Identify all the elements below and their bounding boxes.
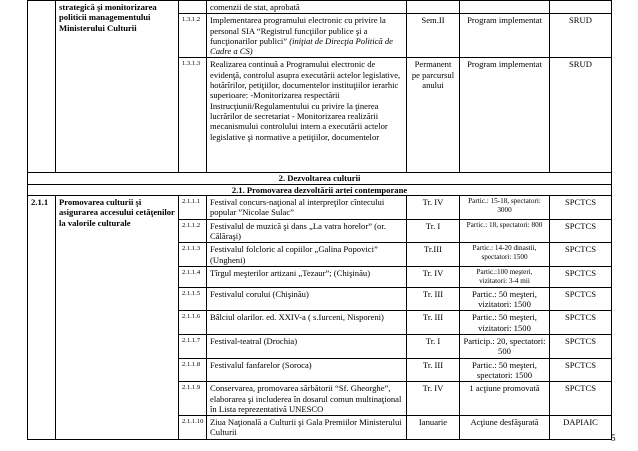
indicator-cell: Particip.: 20, spectatori: 500	[460, 335, 550, 359]
indicator-cell: Partic.: 50 meşteri, vizitatori: 1500	[460, 287, 550, 311]
indicator-cell: Partic.: 18, spectatori: 800	[460, 219, 550, 243]
row-num-cell: 1.3.1.3	[179, 58, 207, 173]
table-row	[28, 196, 612, 220]
resp-cell: SRUD	[550, 14, 612, 58]
term-cell: Permanent pe parcursul anului	[407, 58, 460, 173]
row-num-cell: 2.1.1.9	[179, 382, 207, 416]
indicator-cell: 1 acţiune promovată	[460, 382, 550, 416]
term-cell: Sem.II	[407, 14, 460, 58]
term-cell: Tr. I	[407, 219, 460, 243]
indicator-cell: Partic.: 15-18, spectatori: 3000	[460, 196, 550, 220]
action-cell: Ziua Naţională a Culturii şi Gala Premiilor Ministerului Culturii	[207, 416, 407, 440]
term-cell	[407, 1, 460, 14]
row-num-cell: 2.1.1.2	[179, 219, 207, 243]
resp-cell: SPCTCS	[550, 219, 612, 243]
objective-num-cell	[28, 1, 56, 173]
resp-cell: SPCTCS	[550, 266, 612, 287]
resp-cell: SPCTCS	[550, 382, 612, 416]
term-cell: Tr.III	[407, 243, 460, 267]
action-cell: Conservarea, promovarea sărbătorii “Sf. Gheorghe”, elaborarea şi includerea în dosarul comun multinaţional în Lista reprezentativă UNESCO	[207, 382, 407, 416]
action-cell	[207, 14, 407, 58]
row-num-cell: 2.1.1.7	[179, 335, 207, 359]
row-num-cell: 2.1.1.5	[179, 287, 207, 311]
resp-cell	[550, 1, 612, 14]
subsection-title: 2.1. Promovarea dezvoltării artei contemporane	[28, 184, 612, 195]
indicator-cell: Partic.: 50 meşteri, vizitatori: 1500	[460, 311, 550, 335]
action-cell: Festivalul de muzică şi dans „La vatra horelor” (or. Călăraşi)	[207, 219, 407, 243]
resp-cell: SPCTCS	[550, 243, 612, 267]
row-num-cell: 2.1.1.8	[179, 358, 207, 382]
resp-cell: DAPIAIC	[550, 416, 612, 440]
term-cell: Tr. III	[407, 287, 460, 311]
objective-text-cell: Promovarea culturii şi asigurarea accesului cetăţenilor la valorile culturale	[56, 196, 179, 440]
term-cell: Tr. III	[407, 311, 460, 335]
objective-num-cell: 2.1.1	[28, 196, 56, 440]
resp-cell: SPCTCS	[550, 335, 612, 359]
section-title: 2. Dezvoltarea culturii	[28, 173, 612, 184]
resp-cell: SPCTCS	[550, 358, 612, 382]
action-cell: Festivalul corului (Chişinău)	[207, 287, 407, 311]
indicator-cell: Program implementat	[460, 14, 550, 58]
row-num-cell: 2.1.1.6	[179, 311, 207, 335]
plan-table	[27, 0, 612, 440]
resp-cell: SRUD	[550, 58, 612, 173]
term-cell: Tr. IV	[407, 266, 460, 287]
indicator-cell	[460, 1, 550, 14]
resp-cell: SPCTCS	[550, 311, 612, 335]
row-num-cell: 2.1.1.10	[179, 416, 207, 440]
table-row	[28, 1, 612, 14]
action-cell: Tîrgul meşterilor artizani „Tezaur”; (Chişinău)	[207, 266, 407, 287]
term-cell: Ianuarie	[407, 416, 460, 440]
indicator-cell: Partic.:100 meşteri, vizitatori: 3-4 mii	[460, 266, 550, 287]
section-row	[28, 173, 612, 184]
row-num-cell: 2.1.1.3	[179, 243, 207, 267]
term-cell: Tr. IV	[407, 196, 460, 220]
row-num-cell: 2.1.1.4	[179, 266, 207, 287]
resp-cell: SPCTCS	[550, 196, 612, 220]
resp-cell: SPCTCS	[550, 287, 612, 311]
indicator-cell: Partic.: 50 meşteri, spectatori: 1500	[460, 358, 550, 382]
action-cell: Festival concurs-naţional al interpreţilor cîntecului popular ”Nicolae Sulac”	[207, 196, 407, 220]
indicator-cell: Partic.: 14-20 dinastii, spectatori: 1500	[460, 243, 550, 267]
action-cell: Festivalul folcloric al copiilor „Galina Popovici” (Ungheni)	[207, 243, 407, 267]
subsection-row	[28, 184, 612, 195]
row-num-cell: 1.3.1.2	[179, 14, 207, 58]
action-note: (iniţiat de Direcţia Politică de Cadre a CS)	[210, 35, 393, 57]
action-cell: Realizarea continuă a Programului electronic de evidenţă, controlul asupra executării actelor legislative, hotărîrilor, petiţiilor, documentelor instituţiilor ierarhic superioare: -Monitorizarea respectării Instrucţiunii/Regulamentului cu privire la ţinerea lucrărilor de secretariat - Monitorizarea realizării mecanismului controlului intern a executării actelor legislative şi normative a petiţiilor, documentelor	[207, 58, 407, 173]
term-cell: Tr. IV	[407, 382, 460, 416]
action-cell: Festivalul fanfarelor (Soroca)	[207, 358, 407, 382]
indicator-cell: Program implementat	[460, 58, 550, 173]
term-cell: Tr. I	[407, 335, 460, 359]
action-cell: comenzii de stat, aprobată	[207, 1, 407, 14]
action-text: Implementarea programului electronic cu privire la personal SIA “Registrul funcţiilor publice şi a funcţionarilor publici”	[210, 15, 386, 46]
term-cell: Tr. III	[407, 358, 460, 382]
objective-text-cell: strategică şi monitorizarea politicii managementului Ministerului Culturii	[56, 1, 179, 173]
action-cell: Bâlciul olarilor. ed. XXIV-a ( s.Iurceni, Nisporeni)	[207, 311, 407, 335]
page-number: 5	[611, 433, 616, 443]
row-num-cell	[179, 1, 207, 14]
indicator-cell: Acţiune desfăşurată	[460, 416, 550, 440]
action-cell: Festival-teatral (Drochia)	[207, 335, 407, 359]
row-num-cell: 2.1.1.1	[179, 196, 207, 220]
